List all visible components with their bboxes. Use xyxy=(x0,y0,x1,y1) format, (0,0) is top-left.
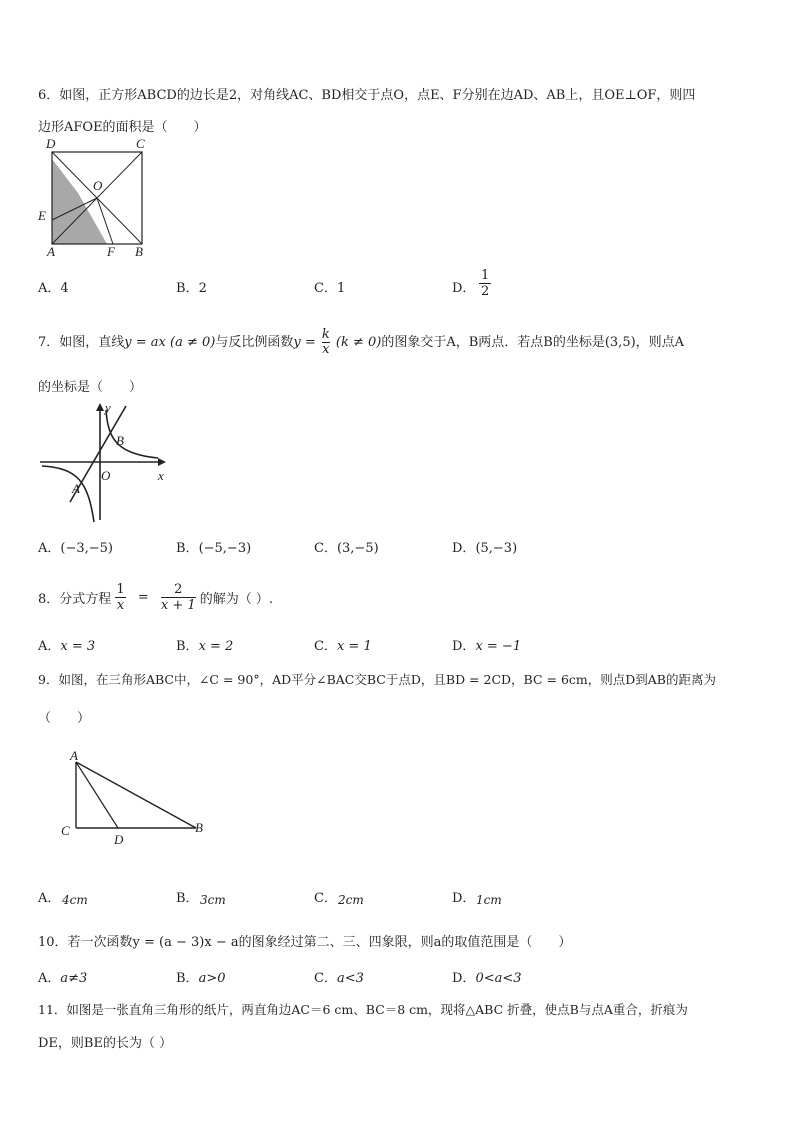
label-a: A xyxy=(47,244,55,259)
label-x: x xyxy=(158,468,164,483)
label-a: A xyxy=(70,748,78,763)
y-axis-arrow xyxy=(96,403,104,411)
q8-equation-line: 8．分式方程 $\frac{1}{x}$ = $\frac{2}{x + 1}$ 的解为（ ）. xyxy=(38,582,274,613)
q6-square-figure xyxy=(30,136,160,262)
side-ab xyxy=(76,762,196,828)
q10-line1: 10．若一次函数y = (a − 3)x − a的图象经过第二、三、四象限，则a的取值范围是（ ） xyxy=(38,935,572,950)
q9-option-a: A． xyxy=(38,891,61,906)
q7-option-c: C．(3,−5) xyxy=(314,541,379,556)
q9-option-c-value: 2cm xyxy=(338,893,364,907)
shaded-quadrilateral xyxy=(52,159,107,244)
q7-option-a: A．(−3,−5) xyxy=(38,541,113,556)
label-d: D xyxy=(46,136,56,151)
q8-option-b: B．x = 2 xyxy=(176,639,234,654)
q7-line1: 7．如图，直线y = ax (a ≠ 0)与反比例函数y = $\frac{k}{x}$ (k ≠ 0)的图象交于A，B两点．若点B的坐标是(3,5)，则点A xyxy=(38,327,685,357)
q8-option-d: D．x = −1 xyxy=(452,639,522,654)
q6-option-d: D． xyxy=(452,281,476,296)
q9-triangle-figure xyxy=(56,746,216,852)
q6-line1: 6．如图，正方形ABCD的边长是2，对角线AC、BD相交于点O，点E、F分别在边AD、AB上，且OE⊥OF，则四 xyxy=(38,88,696,103)
q7-option-d: D．(5,−3) xyxy=(452,541,518,556)
q9-option-d: D． xyxy=(452,891,476,906)
label-o: O xyxy=(101,468,111,483)
q11-line2: DE，则BE的长为（ ） xyxy=(38,1036,173,1051)
q7-line2: 的坐标是（ ） xyxy=(38,380,143,395)
q8-option-c: C．x = 1 xyxy=(314,639,372,654)
q9-option-c: C． xyxy=(314,891,337,906)
q7-option-b: B．(−5,−3) xyxy=(176,541,252,556)
q10-option-d: D．0<a<3 xyxy=(452,971,522,986)
q10-option-c: C．a<3 xyxy=(314,971,364,986)
q9-option-a-value: 4cm xyxy=(62,893,88,907)
label-b: B xyxy=(135,244,143,259)
q7-graph-figure xyxy=(38,398,178,526)
label-b: B xyxy=(195,820,203,835)
label-d: D xyxy=(114,832,124,847)
label-c: C xyxy=(136,136,145,151)
label-o: O xyxy=(93,178,103,193)
q6-option-a: A．4 xyxy=(38,281,69,296)
label-b: B xyxy=(116,433,124,448)
x-axis-arrow xyxy=(158,458,166,466)
q9-option-b: B． xyxy=(176,891,199,906)
q6-option-d-fraction: 1 2 xyxy=(481,268,490,299)
q8-option-a: A．x = 3 xyxy=(38,639,96,654)
q9-option-d-value: 1cm xyxy=(476,893,502,907)
q6-line2: 边形AFOE的面积是（ ） xyxy=(38,120,207,135)
q9-line1: 9．如图，在三角形ABC中，∠C = 90°，AD平分∠BAC交BC于点D，且BD = 2CD，BC = 6cm，则点D到AB的距离为 xyxy=(38,672,716,687)
label-y: y xyxy=(105,400,111,415)
label-c: C xyxy=(61,823,70,838)
q6-option-b: B．2 xyxy=(176,281,207,296)
q9-option-b-value: 3cm xyxy=(200,893,226,907)
q10-option-a: A．a≠3 xyxy=(38,971,88,986)
q9-line2: （ ） xyxy=(38,711,91,726)
hyperbola-branch-1 xyxy=(106,410,158,458)
label-a: A xyxy=(72,481,80,496)
q6-option-c: C．1 xyxy=(314,281,346,296)
label-f: F xyxy=(107,244,115,259)
q10-option-b: B．a>0 xyxy=(176,971,226,986)
q11-line1: 11．如图是一张直角三角形的纸片，两直角边AC＝6 cm、BC＝8 cm，现将△ABC 折叠，使点B与点A重合，折痕为 xyxy=(38,1002,688,1017)
segment-ad xyxy=(76,762,118,828)
label-e: E xyxy=(38,208,46,223)
